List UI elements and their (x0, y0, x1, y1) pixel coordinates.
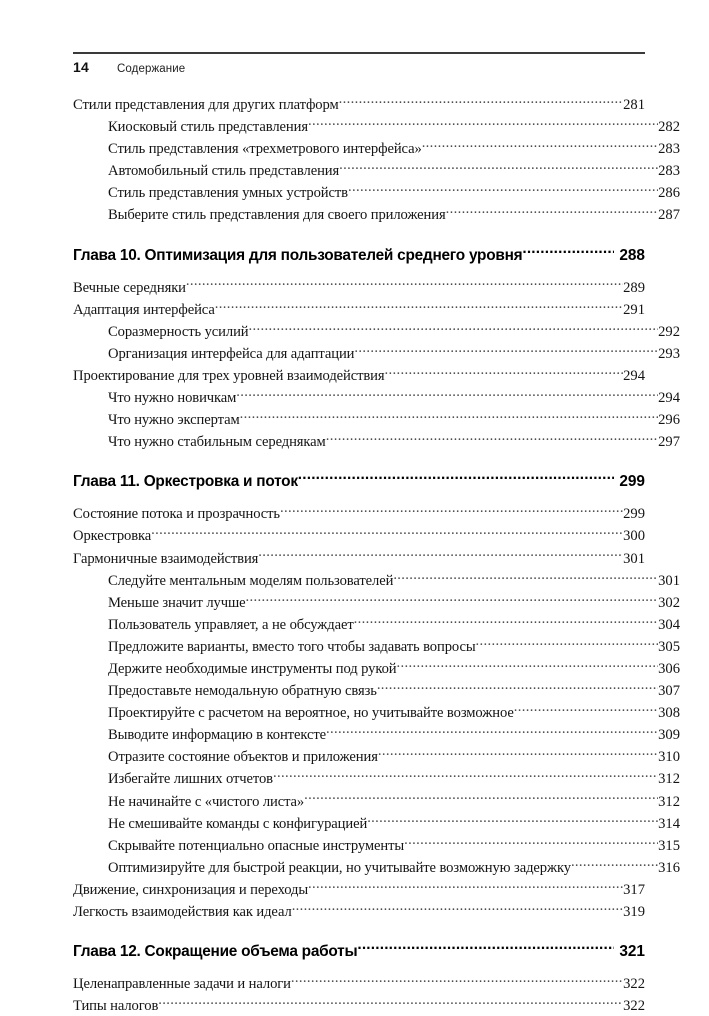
toc-entry-title: Не начинайте с «чистого листа» (108, 793, 305, 810)
toc-entry[interactable] (73, 994, 645, 1016)
toc-chapter-entry[interactable] (73, 244, 645, 267)
toc-entry[interactable] (73, 93, 645, 115)
toc-entry-page-number: 293 (658, 345, 680, 362)
toc-entry[interactable] (73, 657, 680, 679)
toc-entry[interactable] (73, 900, 645, 922)
chapter-spacer-top (73, 922, 645, 940)
toc-entry-title: Проектирование для трех уровней взаимодействия (73, 367, 385, 384)
toc-entry[interactable] (73, 745, 680, 767)
toc-entry-title: Выберите стиль представления для своего приложения (108, 207, 446, 224)
dot-leader (422, 137, 658, 153)
chapter-spacer-bottom (73, 493, 645, 502)
toc-entry-page-number: 319 (623, 904, 645, 920)
toc-entry-page-number: 287 (658, 207, 680, 224)
toc-entry[interactable] (73, 547, 645, 569)
dot-leader (308, 878, 623, 894)
toc-entry-title: Гармоничные взаимодействия (73, 550, 259, 567)
toc-entry-page-number: 317 (623, 881, 645, 898)
toc-entry[interactable] (73, 812, 680, 834)
header-line (73, 60, 645, 76)
dot-leader (298, 470, 615, 486)
toc-entry-page-number: 283 (658, 141, 680, 158)
dot-leader (245, 591, 658, 607)
dot-leader (354, 613, 658, 629)
toc-entry[interactable] (73, 320, 680, 342)
toc-entry-title: Пользователь управляет, а не обсуждает (108, 616, 354, 633)
toc-entry-title: Меньше значит лучше (108, 594, 246, 611)
toc-entry[interactable] (73, 635, 680, 657)
toc-entry-title: Что нужно новичкам (108, 390, 237, 407)
toc-entry[interactable] (73, 159, 680, 181)
toc-entry-title: Оптимизируйте для быстрой реакции, но учитывайте возможную задержку (108, 859, 571, 876)
page-folio-number: 14 (73, 59, 89, 75)
dot-leader (404, 834, 658, 850)
toc-entry-title: Киосковый стиль представления (108, 119, 308, 136)
toc-entry[interactable] (73, 878, 645, 900)
toc-entry-title: Состояние потока и прозрачность (73, 506, 280, 523)
toc-entry-page-number: 306 (658, 660, 680, 677)
dot-leader (326, 430, 658, 446)
toc-entry-title: Предложите варианты, вместо того чтобы задавать вопросы (108, 638, 476, 655)
toc-entry-page-number: 307 (658, 683, 680, 700)
toc-entry[interactable] (73, 298, 645, 320)
dot-leader (308, 115, 658, 131)
dot-leader (514, 701, 658, 717)
toc-entry-page-number: 310 (658, 749, 680, 766)
toc-chapter-page-number: 288 (619, 246, 645, 264)
toc-entry-page-number: 304 (658, 616, 680, 633)
dot-leader (280, 502, 623, 518)
toc-entry[interactable] (73, 591, 680, 613)
toc-entry-page-number: 322 (623, 976, 645, 993)
dot-leader (393, 569, 658, 585)
toc-entry[interactable] (73, 115, 680, 137)
toc-entry-page-number: 315 (658, 837, 680, 854)
toc-entry-title: Проектируйте с расчетом на вероятное, но учитывайте возможное (108, 705, 514, 722)
toc-entry-title: Оркестровка (73, 528, 152, 545)
toc-entry[interactable] (73, 430, 680, 452)
toc-chapter-title: Глава 10. Оптимизация для пользователей среднего уровня (73, 246, 523, 264)
toc-entry[interactable] (73, 767, 680, 789)
dot-leader (357, 940, 614, 956)
toc-entry[interactable] (73, 701, 680, 723)
chapter-spacer-bottom (73, 267, 645, 276)
dot-leader (291, 972, 623, 988)
header-rule (73, 52, 645, 54)
dot-leader (571, 856, 658, 872)
toc-entry-page-number: 281 (623, 97, 645, 113)
dot-leader (378, 745, 658, 761)
toc-entry[interactable] (73, 342, 680, 364)
toc-entry-title: Автомобильный стиль представления (108, 163, 340, 180)
toc-entry-title: Скрывайте потенциально опасные инструменты (108, 837, 405, 854)
toc-entry-page-number: 291 (623, 301, 645, 318)
toc-entry[interactable] (73, 790, 680, 812)
toc-entry-page-number: 312 (658, 793, 680, 810)
toc-entry-title: Выводите информацию в контексте (108, 727, 326, 744)
toc-entry-page-number: 296 (658, 412, 680, 429)
toc-entry[interactable] (73, 203, 680, 225)
toc-entry-page-number: 283 (658, 163, 680, 180)
toc-entry-title: Стиль представления умных устройств (108, 185, 348, 202)
toc-chapter-title: Глава 12. Сокращение объема работы (73, 943, 358, 961)
dot-leader (522, 244, 614, 260)
toc-entry[interactable] (73, 181, 680, 203)
dot-leader (292, 900, 623, 916)
toc-chapter-page-number: 321 (619, 943, 645, 961)
toc-entry-page-number: 308 (658, 705, 680, 722)
dot-leader (385, 364, 624, 380)
dot-leader (446, 203, 659, 219)
toc-entry-title: Типы налогов (73, 998, 159, 1015)
toc-entry[interactable] (73, 137, 680, 159)
toc-entry-title: Адаптация интерфейса (73, 301, 215, 318)
dot-leader (339, 93, 624, 109)
toc-entry-title: Держите необходимые инструменты под рукой (108, 660, 397, 677)
running-title-text: Содержание (117, 63, 186, 75)
running-head (73, 52, 645, 76)
dot-leader (215, 298, 623, 314)
toc-entry-page-number: 314 (658, 815, 680, 832)
toc-entry[interactable] (73, 834, 680, 856)
chapter-spacer-top (73, 452, 645, 470)
dot-leader (339, 159, 658, 175)
toc-entry-page-number: 316 (658, 859, 680, 876)
dot-leader (377, 679, 658, 695)
dot-leader (367, 812, 658, 828)
dot-leader (304, 790, 658, 806)
toc-entry-title: Что нужно экспертам (108, 412, 240, 429)
toc-entry[interactable] (73, 569, 680, 591)
toc-entry-page-number: 292 (658, 323, 680, 340)
toc-entry-title: Предоставьте немодальную обратную связь (108, 683, 377, 700)
toc-entry[interactable] (73, 613, 680, 635)
toc-entry-page-number: 294 (658, 390, 680, 407)
dot-leader (348, 181, 658, 197)
dot-leader (249, 320, 659, 336)
dot-leader (151, 524, 623, 540)
toc-entry[interactable] (73, 856, 680, 878)
toc-entry-page-number: 322 (623, 998, 645, 1015)
toc-entry[interactable] (73, 972, 645, 994)
dot-leader (476, 635, 659, 651)
toc-entry-title: Следуйте ментальным моделям пользователей (108, 572, 394, 589)
toc-entry[interactable] (73, 723, 680, 745)
toc-entry-page-number: 294 (623, 367, 645, 384)
toc-entry-page-number: 309 (658, 727, 680, 744)
toc-entry-page-number: 300 (623, 528, 645, 545)
toc-entry-page-number: 312 (658, 771, 680, 788)
toc-entry[interactable] (73, 364, 645, 386)
toc-chapter-page-number: 299 (619, 473, 645, 491)
toc-entry-page-number: 299 (623, 506, 645, 523)
toc-entry-page-number: 305 (658, 638, 680, 655)
toc-entry[interactable] (73, 408, 680, 430)
toc-chapter-entry[interactable] (73, 940, 645, 963)
toc-entry-page-number: 297 (658, 434, 680, 451)
toc-entry[interactable] (73, 276, 645, 298)
toc-entry-title: Организация интерфейса для адаптации (108, 345, 355, 362)
dot-leader (240, 408, 659, 424)
toc-chapter-entry[interactable] (73, 470, 645, 493)
toc-entry-page-number: 286 (658, 185, 680, 202)
toc-entry-title: Движение, синхронизация и переходы (73, 881, 309, 898)
table-of-contents (73, 93, 680, 1016)
dot-leader (258, 547, 623, 563)
dot-leader (273, 767, 658, 783)
toc-entry-title: Целенаправленные задачи и налоги (73, 976, 291, 993)
chapter-spacer-bottom (73, 963, 645, 972)
toc-entry[interactable] (73, 386, 680, 408)
toc-entry-title: Что нужно стабильным середнякам (108, 434, 326, 451)
dot-leader (326, 723, 658, 739)
toc-entry[interactable] (73, 502, 645, 524)
toc-entry-page-number: 289 (623, 279, 645, 296)
dot-leader (397, 657, 659, 673)
toc-entry-title: Не смешивайте команды с конфигурацией (108, 815, 368, 832)
toc-entry-title: Избегайте лишних отчетов (108, 771, 273, 788)
toc-entry-title: Вечные середняки (73, 279, 186, 296)
toc-entry-title: Легкость взаимодействия как идеал (73, 904, 292, 920)
toc-chapter-title: Глава 11. Оркестровка и поток (73, 473, 298, 491)
toc-entry-page-number: 301 (623, 550, 645, 567)
dot-leader (354, 342, 658, 358)
toc-entry[interactable] (73, 679, 680, 701)
toc-entry-page-number: 282 (658, 119, 680, 136)
chapter-spacer-top (73, 226, 645, 244)
toc-entry-title: Стили представления для других платформ (73, 97, 339, 113)
dot-leader (186, 276, 623, 292)
dot-leader (158, 994, 623, 1010)
toc-entry-title: Стиль представления «трехметрового интерфейса» (108, 141, 422, 158)
toc-entry-page-number: 302 (658, 594, 680, 611)
toc-entry-page-number: 301 (658, 572, 680, 589)
toc-entry-title: Отразите состояние объектов и приложения (108, 749, 378, 766)
toc-entry-title: Соразмерность усилий (108, 323, 249, 340)
toc-entry[interactable] (73, 524, 645, 546)
dot-leader (236, 386, 658, 402)
